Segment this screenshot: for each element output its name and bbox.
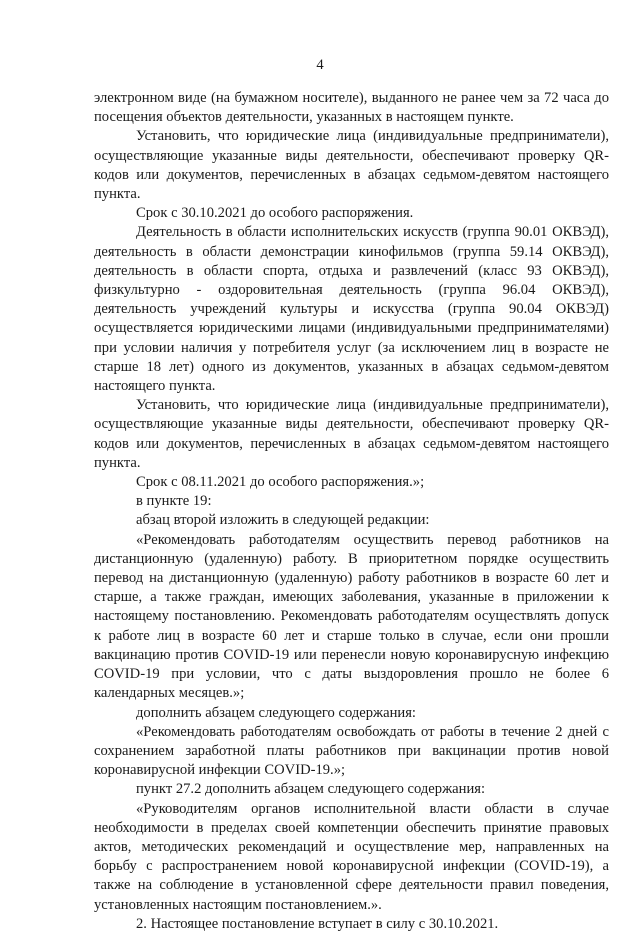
paragraph-qr-check-2: Установить, что юридические лица (индивидуальные предприниматели), осуществляющие указанные виды деятельности, обеспечивают проверку QR-кодов или документов, перечисленных в абзацах седьмом-девятом настоящего пункта.	[94, 397, 609, 471]
page-number: 4	[316, 57, 324, 73]
paragraph-remote-work: «Рекомендовать работодателям осуществить перевод работников на дистанционную (удаленную) работу. В приоритетном порядке осуществить перевод на дистанционную (удаленную) работу работников в возрасте 60 лет и старше, а также граждан, имеющих заболевания, указанные в приложении к настоящему постановлению. Рекомендовать работодателям осуществлять допуск к работе лиц в возрасте 60 лет и старше только в случае, если они прошли вакцинацию против COVID-19 или перенесли новую коронавирусную инфекцию COVID-19 при условии, что с даты выздоровления прошло не более 6 календарных месяцев.»;	[94, 531, 609, 702]
paragraph-continuation: электронном виде (на бумажном носителе), выданного не ранее чем за 72 часа до посещения объектов деятельности, указанных в настоящем пункте.	[94, 90, 609, 126]
paragraph-term-2: Срок с 08.11.2021 до особого распоряжения.»;	[136, 474, 425, 491]
document-body	[94, 89, 609, 934]
paragraph-vaccination-leave: «Рекомендовать работодателям освобождать от работы в течение 2 дней с сохранением заработной платы работников при вакцинации против новой коронавирусной инфекции COVID-19.»;	[94, 723, 609, 779]
paragraph-point-27-2: пункт 27.2 дополнить абзацем следующего содержания:	[136, 781, 486, 798]
paragraph-activities: Деятельность в области исполнительских искусств (группа 90.01 ОКВЭД), деятельность в области демонстрации кинофильмов (группа 59.14 ОКВЭД), деятельность в области спорта, отдыха и развлечений (класс 93 ОКВЭД), физкультурно - оздоровительная деятельность (группа 96.04 ОКВЭД), деятельность учреждений культуры и искусства (группа 90.04 ОКВЭД) осуществляется юридическими лицами (индивидуальными предпринимателями) при условии наличия у потребителя услуг (за исключением лиц в возрасте не старше 18 лет) одного из документов, указанных в абзацах седьмом-девятом настоящего пункта.	[94, 224, 609, 395]
paragraph-effective-date: 2. Настоящее постановление вступает в силу с 30.10.2021.	[136, 915, 499, 932]
paragraph-second-abzac: абзац второй изложить в следующей редакции:	[136, 512, 430, 529]
paragraph-point-19: в пункте 19:	[136, 493, 212, 510]
paragraph-term-1: Срок с 30.10.2021 до особого распоряжения.	[136, 205, 414, 222]
paragraph-executive-measures: «Руководителям органов исполнительной власти области в случае необходимости в пределах своей компетенции обеспечить принятие правовых актов, методических рекомендаций и осуществление мер, направленных на борьбу с распространением новой коронавирусной инфекции (COVID-19), а также на соблюдение в установленной сфере деятельности правил поведения, установленных настоящим постановлением.».	[94, 800, 609, 913]
paragraph-add-abzac-1: дополнить абзацем следующего содержания:	[136, 704, 416, 721]
paragraph-qr-check-1: Установить, что юридические лица (индивидуальные предприниматели), осуществляющие указанные виды деятельности, обеспечивают проверку QR-кодов или документов, перечисленных в абзацах седьмом-девятом настоящего пункта.	[94, 128, 609, 203]
